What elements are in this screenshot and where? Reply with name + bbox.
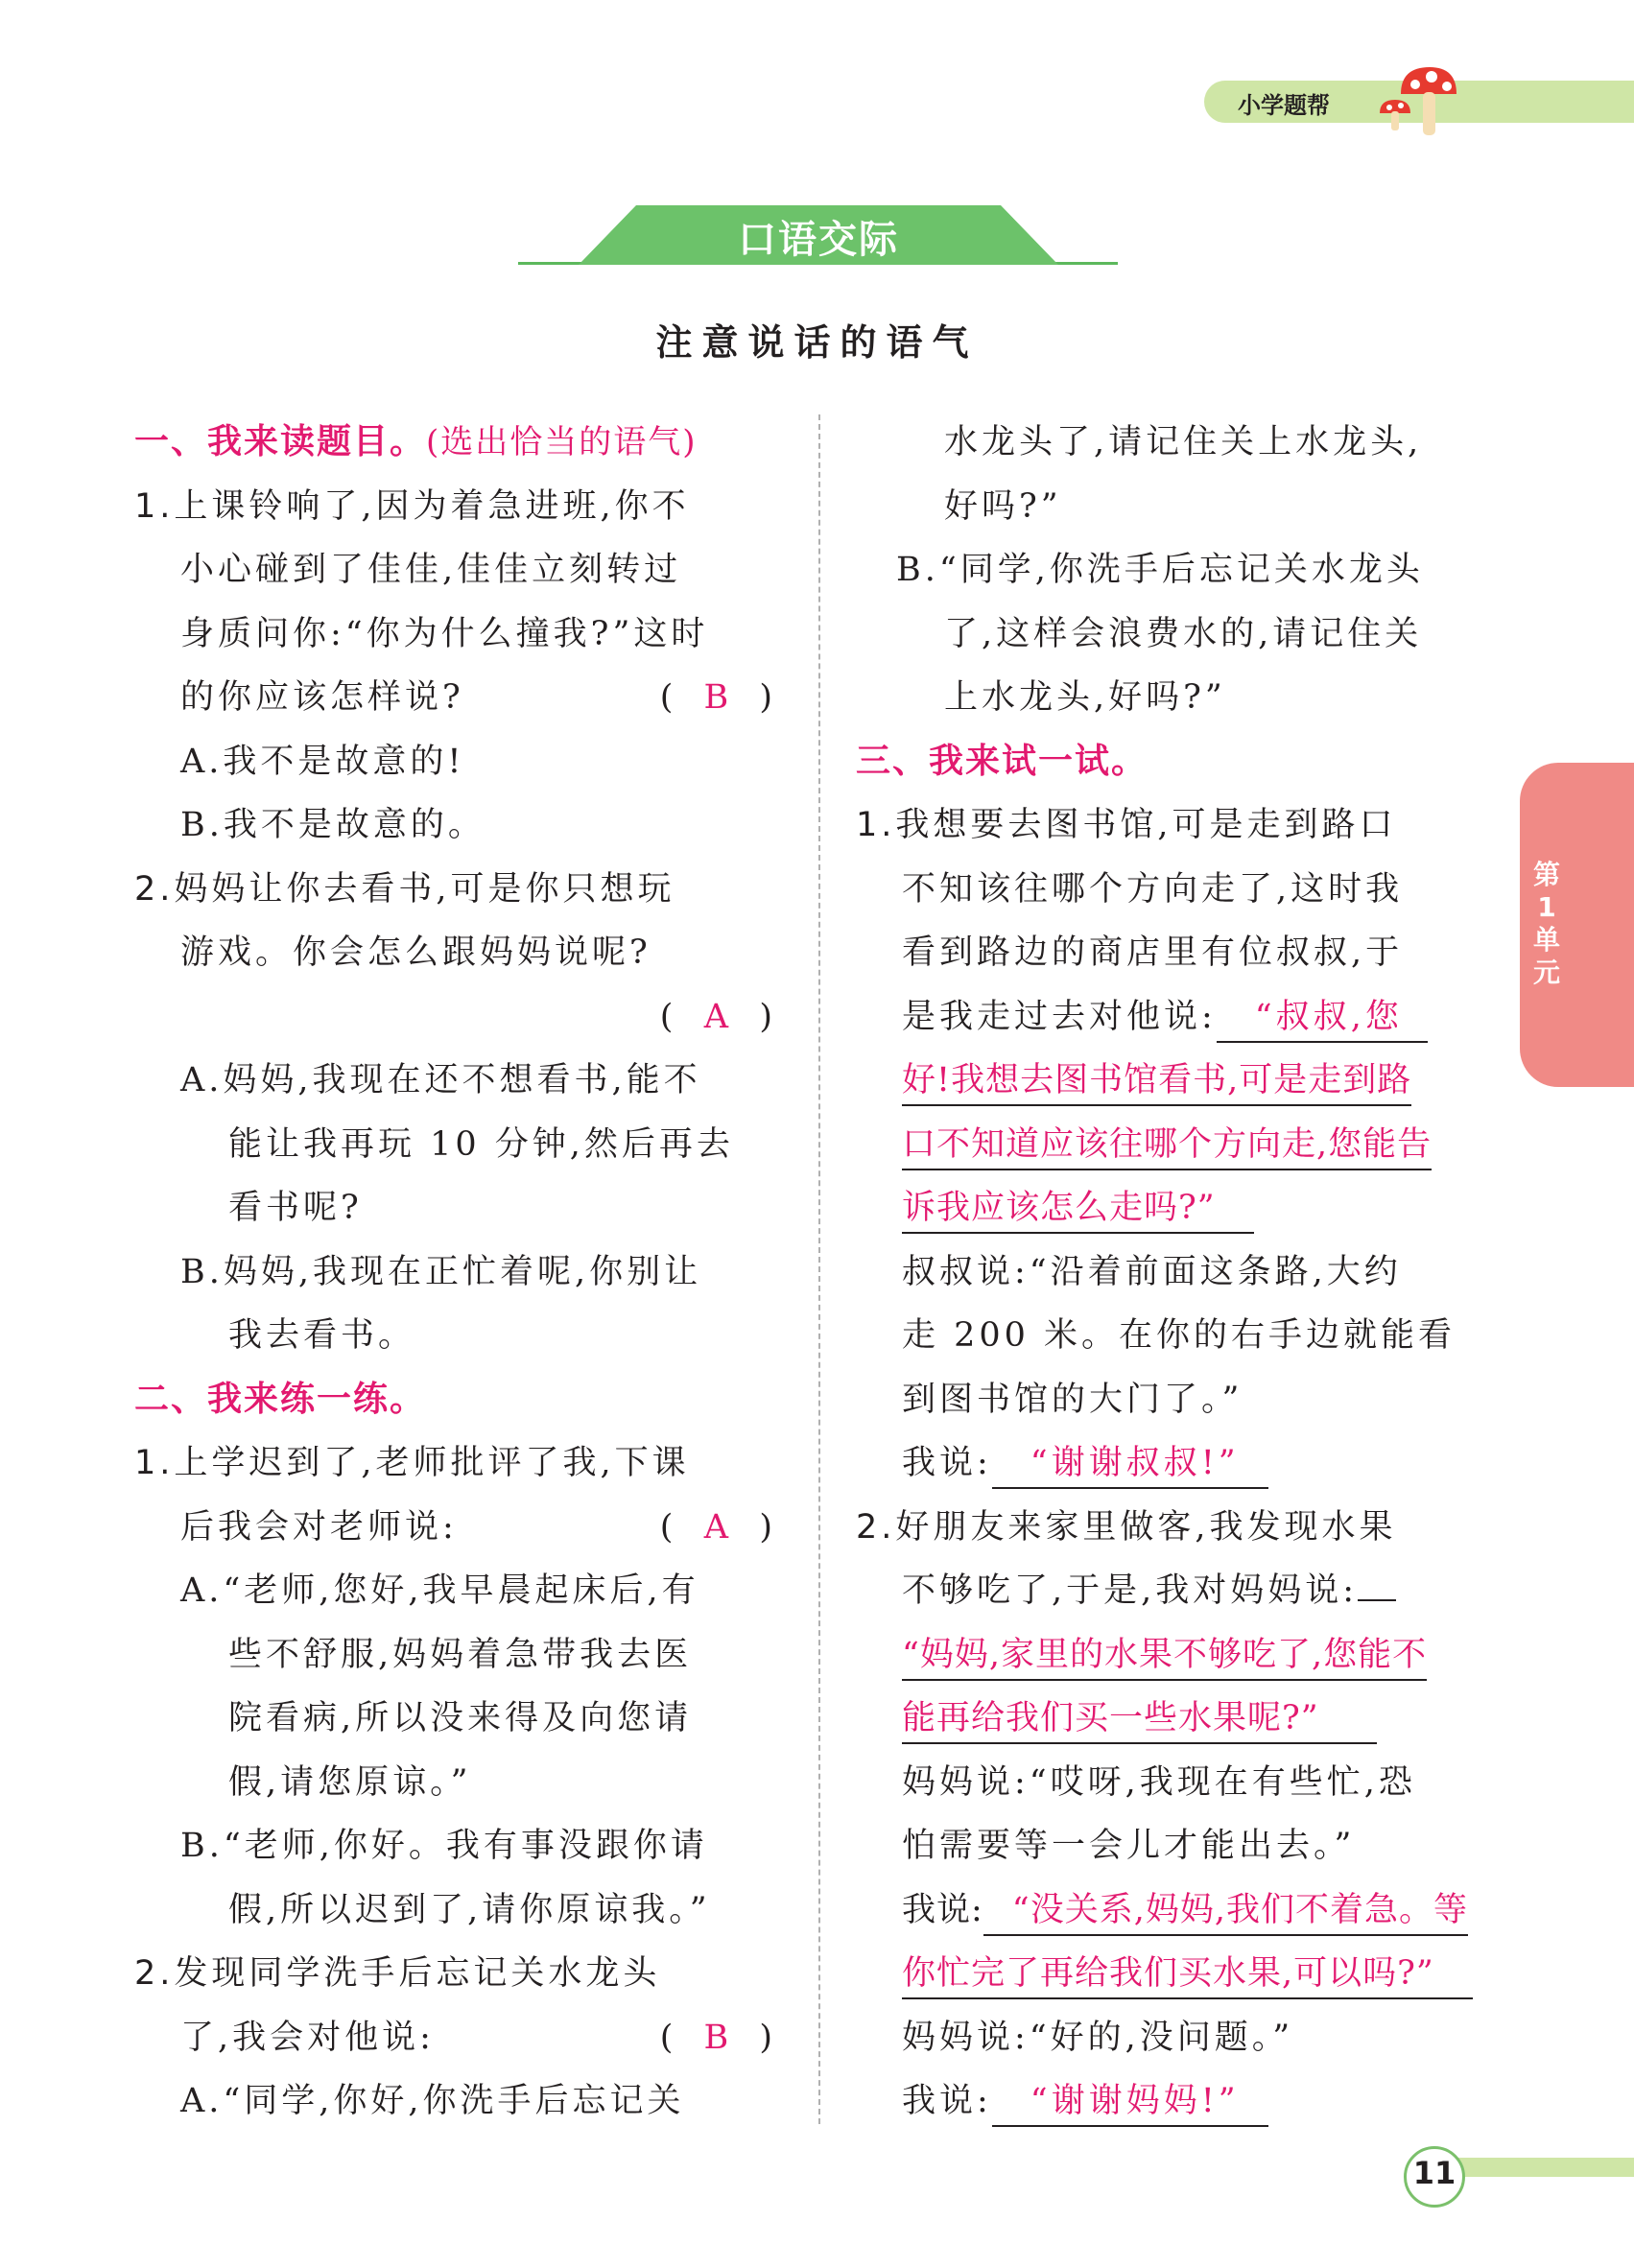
answer-bracket: ( A )	[660, 985, 772, 1050]
section-2-heading: 二、我来练一练。	[134, 1379, 427, 1419]
option-b: 上水龙头,好吗?”	[944, 678, 1226, 717]
question-number: 2.	[856, 1507, 896, 1547]
question-text: 发现同学洗手后忘记关水龙头	[174, 1954, 661, 1993]
page-number: 11	[1412, 2155, 1456, 2191]
answer-blank	[1358, 1599, 1396, 1601]
option-a: 院看病,所以没来得及向您请	[228, 1699, 693, 1737]
question-text: 上课铃响了,因为着急进班,你不	[174, 486, 690, 526]
banner-title: 口语交际	[738, 218, 899, 262]
option-a: A.“同学,你好,你洗手后忘记关	[180, 2082, 685, 2120]
option-a: 些不舒服,妈妈着急带我去医	[228, 1635, 693, 1674]
question-text: 是我走过去对他说:	[902, 997, 1217, 1036]
answer-line	[856, 1687, 1501, 1751]
answer-line	[856, 1942, 1501, 2006]
reply-line	[856, 1878, 1501, 1943]
unit-label: 第1单元	[1532, 859, 1560, 988]
q1-1-line	[134, 666, 772, 730]
q1-1-line: 小心碰到了佳佳,佳佳立刻转过	[180, 551, 682, 589]
section-1-hint: (选出恰当的语气)	[426, 423, 698, 461]
dialogue-line: 到图书馆的大门了。”	[902, 1380, 1243, 1419]
left-column	[134, 411, 772, 2134]
answer-blank: “没关系,妈妈,我们不着急。等	[983, 1886, 1468, 1936]
answer-bracket: ( A )	[660, 1496, 772, 1560]
q3-1-line: 不知该往哪个方向走了,这时我	[902, 869, 1404, 909]
answer-blank: 好!我想去图书馆看书,可是走到路	[902, 1056, 1411, 1106]
option-a: 能让我再玩 10 分钟,然后再去	[228, 1124, 734, 1164]
answer-blank: “谢谢妈妈!”	[992, 2077, 1268, 2127]
answer-blank: “叔叔,您	[1217, 993, 1428, 1043]
dialogue-line: 妈妈说:“好的,没问题。”	[902, 2018, 1294, 2057]
option-b: B.“同学,你洗手后忘记关水龙头	[896, 551, 1424, 589]
answer-blank: 能再给我们买一些水果呢?”	[902, 1694, 1377, 1744]
q3-1-line	[856, 985, 1501, 1050]
question-text: 不够吃了,于是,我对妈妈说:	[902, 1571, 1359, 1610]
option-b: 我去看书。	[228, 1316, 416, 1355]
question-number: 1.	[134, 486, 175, 526]
question-text: 妈妈让你去看书,可是你只想玩	[174, 869, 675, 909]
brand-label: 小学题帮	[1238, 92, 1330, 119]
reply-label: 我说:	[902, 2082, 992, 2120]
answer-blank: 诉我应该怎么走吗?”	[902, 1184, 1254, 1234]
q1-1-line	[134, 475, 772, 539]
section-3-heading: 三、我来试一试。	[856, 741, 1149, 781]
q3-1-line: 看到路边的商店里有位叔叔,于	[902, 933, 1404, 972]
option-b: B.妈妈,我现在正忙着呢,你别让	[180, 1252, 702, 1291]
answer-line	[134, 985, 772, 1050]
answer-line	[856, 1113, 1501, 1177]
answer-choice: B	[703, 678, 729, 717]
question-number: 1.	[134, 1444, 175, 1482]
answer-choice: B	[703, 2018, 729, 2057]
dialogue-line: 叔叔说:“沿着前面这条路,大约	[902, 1252, 1402, 1291]
dialogue-line: 妈妈说:“哎呀,我现在有些忙,恐	[902, 1762, 1416, 1802]
answer-bracket: ( B )	[660, 666, 772, 730]
page-number-bar	[1442, 2158, 1634, 2177]
option-a: 水龙头了,请记住关上水龙头,	[944, 423, 1423, 461]
q2-2-line	[134, 2006, 772, 2070]
dialogue-line: 怕需要等一会儿才能出去。”	[902, 1827, 1356, 1865]
option-a: 假,请您原谅。”	[228, 1762, 472, 1802]
option-a: 看书呢?	[228, 1189, 363, 1227]
question-number: 2.	[134, 1954, 175, 1993]
question-text: 了,我会对他说:	[180, 2018, 435, 2057]
section-1-heading	[134, 411, 772, 475]
answer-blank: “妈妈,家里的水果不够吃了,您能不	[902, 1631, 1427, 1681]
q3-2-line	[856, 1559, 1501, 1623]
q1-1-line: 身质问你:“你为什么撞我?”这时	[180, 614, 709, 653]
reply-label: 我说:	[902, 1444, 992, 1482]
dialogue-line: 走 200 米。在你的右手边就能看	[902, 1316, 1456, 1355]
answer-blank: 你忙完了再给我们买水果,可以吗?”	[902, 1949, 1473, 1999]
q2-1-line	[134, 1496, 772, 1560]
right-column	[856, 411, 1501, 2134]
answer-choice: A	[703, 997, 728, 1036]
q2-1-line	[134, 1431, 772, 1496]
answer-blank: “谢谢叔叔!”	[992, 1439, 1268, 1489]
answer-blank: 口不知道应该往哪个方向走,您能告	[902, 1121, 1432, 1170]
question-text: 上学迟到了,老师批评了我,下课	[174, 1444, 690, 1482]
answer-line	[856, 1049, 1501, 1113]
q1-2-line: 游戏。你会怎么跟妈妈说呢?	[180, 933, 651, 972]
q1-2-line	[134, 858, 772, 922]
q3-2-line	[856, 1496, 1501, 1560]
reply-line	[856, 2069, 1501, 2134]
question-number: 2.	[134, 869, 175, 909]
question-text: 我想要去图书馆,可是走到路口	[895, 806, 1397, 844]
answer-line	[856, 1623, 1501, 1688]
q2-2-line	[134, 1942, 772, 2006]
page-subtitle: 注意说话的语气	[655, 320, 979, 364]
option-a: A.妈妈,我现在还不想看书,能不	[180, 1061, 701, 1099]
option-b: 了,这样会浪费水的,请记住关	[944, 614, 1423, 653]
question-text: 好朋友来家里做客,我发现水果	[895, 1507, 1397, 1547]
mushroom-icon	[1362, 58, 1458, 149]
question-text: 的你应该怎样说?	[180, 678, 464, 717]
question-text: 后我会对老师说:	[180, 1507, 458, 1547]
q3-1-line	[856, 793, 1501, 858]
option-b: 假,所以迟到了,请你原谅我。”	[228, 1890, 711, 1929]
option-a: A.“老师,您好,我早晨起床后,有	[180, 1571, 699, 1610]
answer-bracket: ( B )	[660, 2006, 772, 2070]
option-a: A.我不是故意的!	[180, 742, 465, 781]
option-b: B.“老师,你好。我有事没跟你请	[180, 1827, 708, 1865]
column-divider	[818, 414, 820, 2124]
option-b: B.我不是故意的。	[180, 806, 485, 844]
answer-choice: A	[703, 1507, 728, 1547]
section-1-title: 一、我来读题目。	[134, 422, 427, 461]
reply-line	[856, 1431, 1501, 1496]
option-a: 好吗?”	[944, 486, 1062, 526]
reply-label: 我说:	[902, 1890, 983, 1929]
answer-line	[856, 1176, 1501, 1240]
question-number: 1.	[856, 806, 896, 844]
